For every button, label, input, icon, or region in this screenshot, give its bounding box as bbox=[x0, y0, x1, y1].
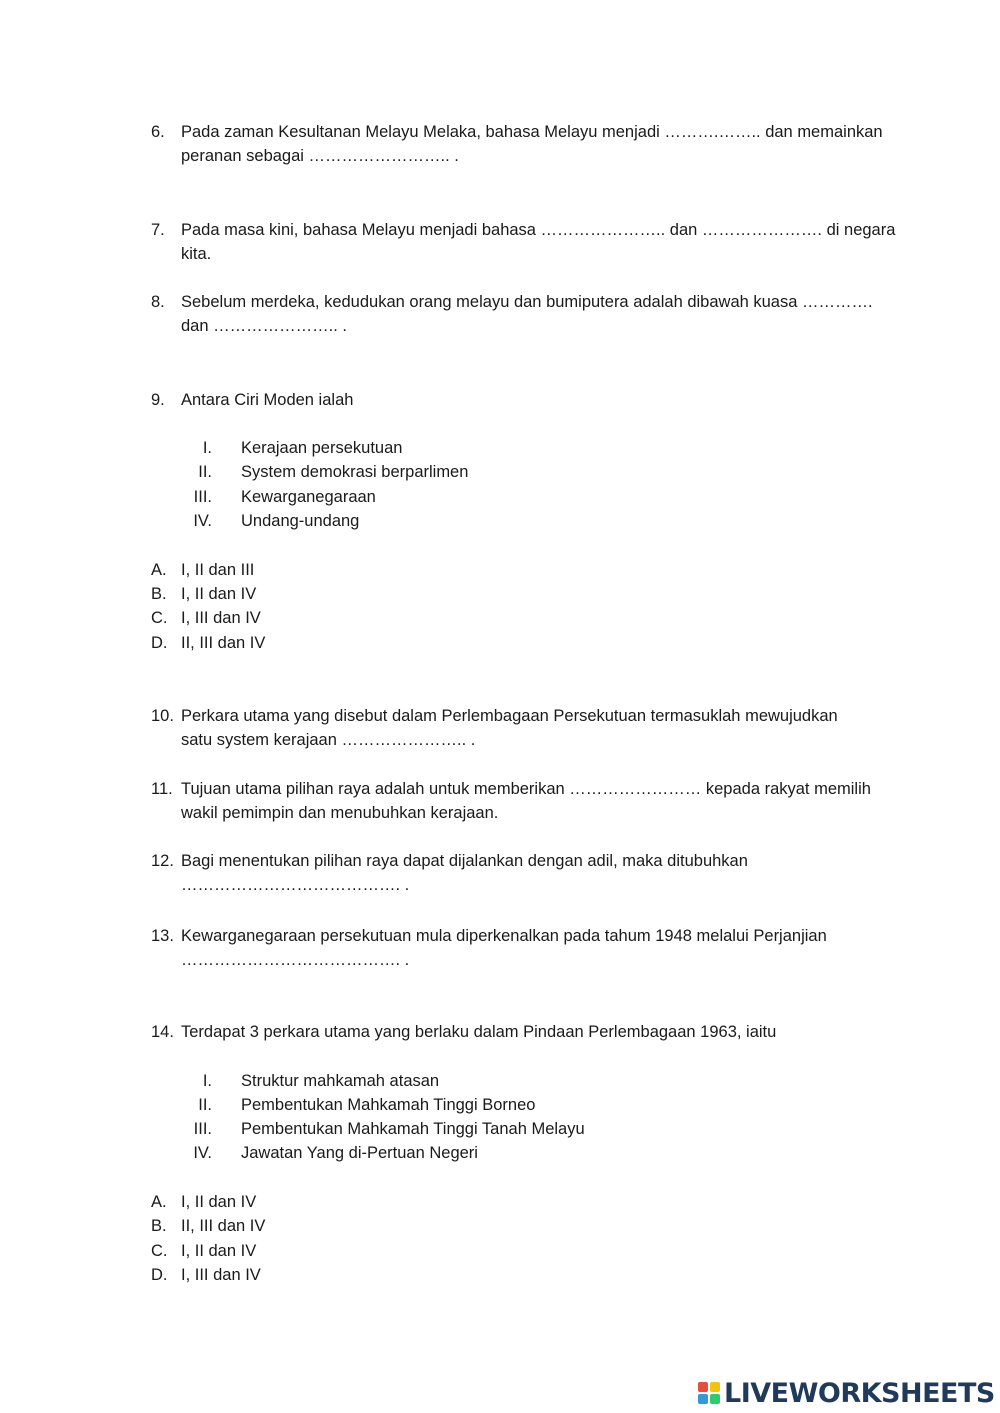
list-item: Struktur mahkamah atasan bbox=[241, 1072, 440, 1090]
question-text: Antara Ciri Moden ialah bbox=[181, 391, 354, 409]
question-text: Tujuan utama pilihan raya adalah untuk memberikan …………………… kepada rakyat memilih bbox=[181, 780, 871, 798]
question-text: wakil pemimpin dan menubuhkan kerajaan. bbox=[181, 804, 499, 822]
question-number: 8. bbox=[151, 293, 165, 311]
roman-numeral: II. bbox=[198, 1096, 212, 1114]
list-item: Pembentukan Mahkamah Tinggi Tanah Melayu bbox=[241, 1120, 585, 1138]
roman-numeral: IV. bbox=[193, 512, 212, 530]
question-text: Sebelum merdeka, kedudukan orang melayu dan bumiputera adalah dibawah kuasa …………. bbox=[181, 293, 873, 311]
list-item: Kerajaan persekutuan bbox=[241, 439, 403, 457]
question-number: 13. bbox=[151, 927, 174, 945]
option-letter: D. bbox=[151, 634, 168, 652]
list-item: Jawatan Yang di-Pertuan Negeri bbox=[241, 1144, 478, 1162]
question-number: 6. bbox=[151, 123, 165, 141]
option-letter: A. bbox=[151, 561, 167, 579]
question-text: …………………………………. . bbox=[181, 951, 410, 969]
option-text: I, III dan IV bbox=[181, 1266, 261, 1284]
list-item: Pembentukan Mahkamah Tinggi Borneo bbox=[241, 1096, 536, 1114]
option-text: I, II dan III bbox=[181, 561, 255, 579]
question-text: Bagi menentukan pilihan raya dapat dijalankan dengan adil, maka ditubuhkan bbox=[181, 852, 748, 870]
grid-icon bbox=[698, 1382, 720, 1404]
question-text: dan ………………….. . bbox=[181, 317, 347, 335]
question-text: Perkara utama yang disebut dalam Perlembagaan Persekutuan termasuklah mewujudkan bbox=[181, 707, 838, 725]
question-text: …………………………………. . bbox=[181, 876, 410, 894]
option-letter: D. bbox=[151, 1266, 168, 1284]
question-number: 11. bbox=[151, 780, 173, 798]
question-text: kita. bbox=[181, 245, 212, 263]
question-number: 10. bbox=[151, 707, 174, 725]
option-text: I, II dan IV bbox=[181, 585, 257, 603]
list-item: Undang-undang bbox=[241, 512, 360, 530]
question-text: Kewarganegaraan persekutuan mula diperkenalkan pada tahum 1948 melalui Perjanjian bbox=[181, 927, 827, 945]
question-text: Terdapat 3 perkara utama yang berlaku dalam Pindaan Perlembagaan 1963, iaitu bbox=[181, 1023, 777, 1041]
roman-numeral: IV. bbox=[193, 1144, 212, 1162]
roman-numeral: III. bbox=[193, 488, 212, 506]
question-number: 9. bbox=[151, 391, 165, 409]
option-letter: A. bbox=[151, 1193, 167, 1211]
liveworksheets-logo bbox=[698, 1378, 995, 1408]
option-text: II, III dan IV bbox=[181, 1217, 266, 1235]
roman-numeral: III. bbox=[193, 1120, 212, 1138]
option-text: I, II dan IV bbox=[181, 1193, 257, 1211]
list-item: System demokrasi berparlimen bbox=[241, 463, 469, 481]
question-text: satu system kerajaan ………………….. . bbox=[181, 731, 476, 749]
option-letter: C. bbox=[151, 1242, 168, 1260]
question-text: Pada masa kini, bahasa Melayu menjadi bahasa ………………….. dan …………………. di negara bbox=[181, 221, 896, 239]
roman-numeral: I. bbox=[202, 439, 212, 457]
question-number: 7. bbox=[151, 221, 165, 239]
list-item: Kewarganegaraan bbox=[241, 488, 376, 506]
question-number: 14. bbox=[151, 1023, 174, 1041]
option-text: I, II dan IV bbox=[181, 1242, 257, 1260]
option-letter: C. bbox=[151, 609, 168, 627]
question-text: peranan sebagai …………………….. . bbox=[181, 147, 459, 165]
option-letter: B. bbox=[151, 585, 167, 603]
option-letter: B. bbox=[151, 1217, 167, 1235]
question-text: Pada zaman Kesultanan Melayu Melaka, bahasa Melayu menjadi ……….…….. dan memainkan bbox=[181, 123, 883, 141]
roman-numeral: I. bbox=[202, 1072, 212, 1090]
question-number: 12. bbox=[151, 852, 174, 870]
option-text: II, III dan IV bbox=[181, 634, 266, 652]
brand-name: LIVEWORKSHEETS bbox=[724, 1377, 995, 1409]
roman-numeral: II. bbox=[198, 463, 212, 481]
option-text: I, III dan IV bbox=[181, 609, 261, 627]
